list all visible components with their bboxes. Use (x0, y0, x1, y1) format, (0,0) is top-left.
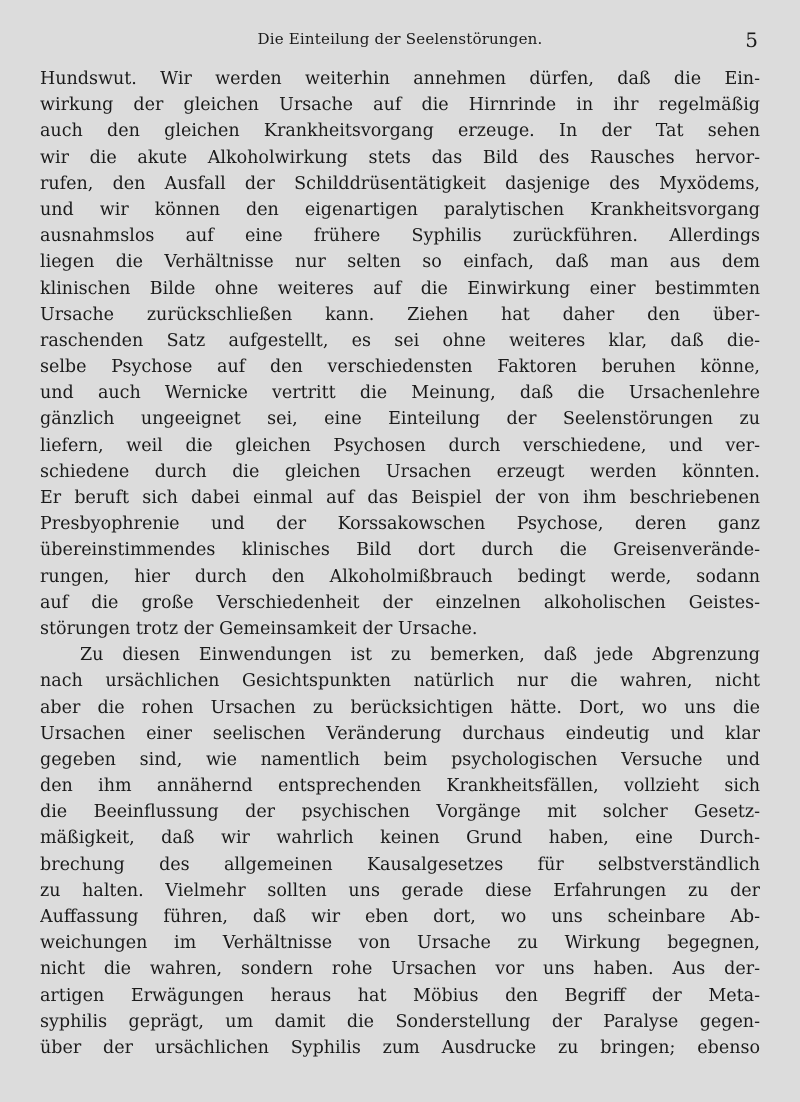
text-line: und auch Wernicke vertritt die Meinung, daß die Ursachenlehre (40, 383, 760, 404)
text-line: brechung des allgemeinen Kausalgesetzes für selbstverständlich (40, 854, 760, 875)
text-line: liegen die Verhältnisse nur selten so einfach, daß man aus dem (40, 252, 760, 273)
running-head (40, 28, 760, 52)
text-line: auch den gleichen Krankheitsvorgang erzeuge. In der Tat sehen (40, 121, 760, 142)
text-line: rungen, hier durch den Alkoholmißbrauch bedingt werde, sodann (40, 566, 760, 587)
text-line: wir die akute Alkoholwirkung stets das Bild des Rausches hervor- (40, 147, 760, 168)
text-line: weichungen im Verhältnisse von Ursache zu Wirkung begegnen, (40, 933, 760, 954)
page-number: 5 (745, 28, 758, 52)
text-line: schiedene durch die gleichen Ursachen erzeugt werden könnten. (40, 461, 760, 482)
text-line: auf die große Verschiedenheit der einzelnen alkoholischen Geistes- (40, 592, 760, 613)
paragraph (40, 642, 760, 1061)
text-line: rufen, den Ausfall der Schilddrüsentätigkeit dasjenige des Myxödems, (40, 173, 760, 194)
text-line: klinischen Bilde ohne weiteres auf die Einwirkung einer bestimmten (40, 278, 760, 299)
body-text (40, 66, 760, 1061)
text-line: syphilis geprägt, um damit die Sonderstellung der Paralyse gegen- (40, 1011, 760, 1032)
text-line: Auffassung führen, daß wir eben dort, wo uns scheinbare Ab- (40, 907, 760, 927)
text-line: gänzlich ungeeignet sei, eine Einteilung der Seelenstörungen zu (40, 409, 760, 430)
text-line: übereinstimmendes klinisches Bild dort durch die Greisenverände- (40, 540, 760, 561)
text-line: den ihm annähernd entsprechenden Krankheitsfällen, vollzieht sich (40, 776, 760, 797)
running-title: Die Einteilung der Seelenstörungen. (257, 30, 543, 48)
paragraph (40, 66, 760, 642)
text-line: störungen trotz der Gemeinsamkeit der Ursache. (40, 618, 478, 639)
text-line: aber die rohen Ursachen zu berücksichtigen hätte. Dort, wo uns die (40, 697, 760, 718)
text-line: Presbyophrenie und der Korssakowschen Psychose, deren ganz (40, 514, 760, 535)
text-line: und wir können den eigenartigen paralytischen Krankheitsvorgang (40, 199, 760, 220)
text-line: gegeben sind, wie namentlich beim psychologischen Versuche und (40, 749, 760, 770)
text-line: nicht die wahren, sondern rohe Ursachen vor uns haben. Aus der- (40, 959, 760, 980)
text-line: mäßigkeit, daß wir wahrlich keinen Grund haben, eine Durch- (40, 828, 760, 849)
text-line: die Beeinflussung der psychischen Vorgänge mit solcher Gesetz- (40, 802, 760, 823)
text-line: Er beruft sich dabei einmal auf das Beispiel der von ihm beschriebenen (40, 488, 760, 508)
text-line: ausnahmslos auf eine frühere Syphilis zurückführen. Allerdings (40, 226, 760, 247)
text-line: selbe Psychose auf den verschiedensten Faktoren beruhen könne, (40, 357, 760, 378)
text-line: Zu diesen Einwendungen ist zu bemerken, daß jede Abgrenzung (80, 645, 760, 666)
text-line: artigen Erwägungen heraus hat Möbius den Begriff der Meta- (40, 985, 760, 1006)
text-line: liefern, weil die gleichen Psychosen durch verschiedene, und ver- (40, 435, 760, 456)
text-line: zu halten. Vielmehr sollten uns gerade diese Erfahrungen zu der (40, 880, 760, 901)
text-line: Ursachen einer seelischen Veränderung durchaus eindeutig und klar (40, 723, 760, 744)
text-line: Ursache zurückschließen kann. Ziehen hat daher den über- (40, 304, 760, 325)
text-line: Hundswut. Wir werden weiterhin annehmen dürfen, daß die Ein- (40, 69, 760, 89)
text-line: über der ursächlichen Syphilis zum Ausdrucke zu bringen; ebenso (40, 1037, 760, 1058)
text-line: raschenden Satz aufgestellt, es sei ohne weiteres klar, daß die- (40, 330, 760, 351)
text-line: nach ursächlichen Gesichtspunkten natürlich nur die wahren, nicht (40, 671, 760, 692)
text-line: wirkung der gleichen Ursache auf die Hirnrinde in ihr regelmäßig (40, 95, 760, 116)
